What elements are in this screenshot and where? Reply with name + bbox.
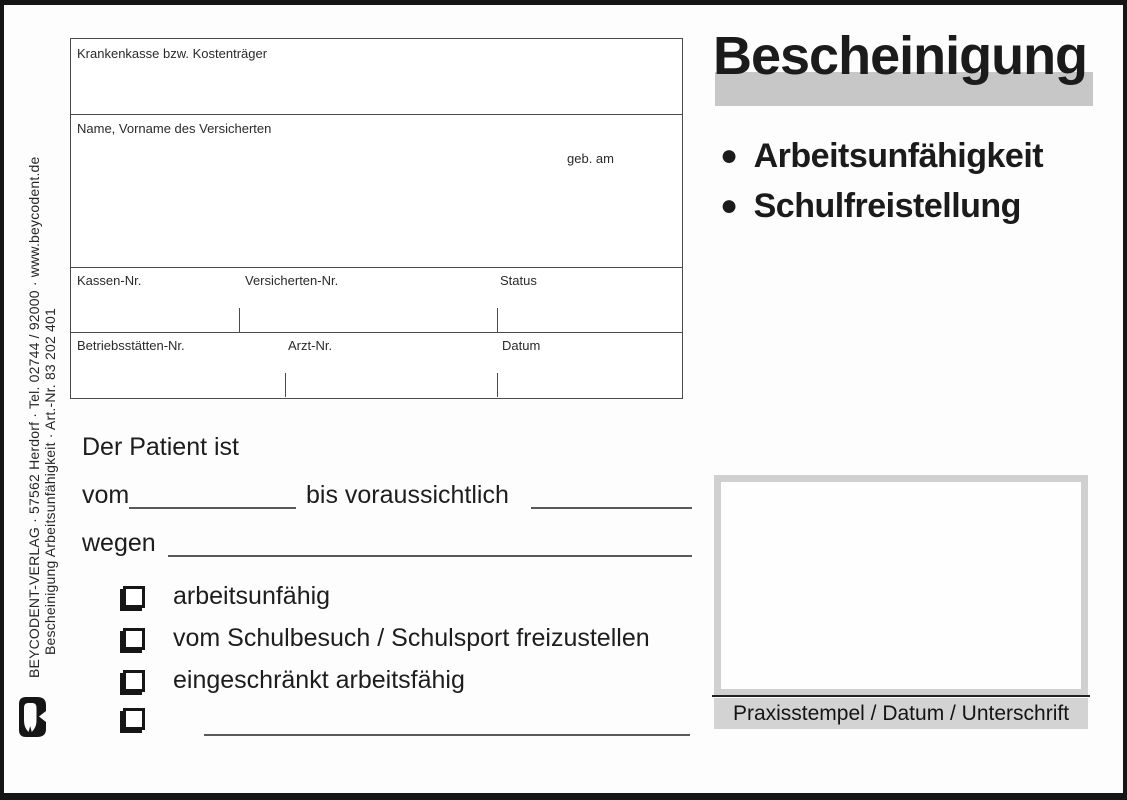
from-date-field[interactable] [129, 483, 296, 509]
edge-print-article-line: Bescheinigung Arbeitsunfähigkeit · Art.-Nr. 83 202 401 [42, 307, 58, 655]
betriebsstaetten-nr-field-label: Betriebsstätten-Nr. [77, 338, 185, 353]
reason-label: wegen [82, 529, 156, 557]
checkbox-label: arbeitsunfähig [173, 582, 331, 610]
divider [71, 114, 682, 115]
headline-bullet-1 [720, 137, 1043, 176]
datum-field-label: Datum [502, 338, 541, 353]
payer-field-label: Krankenkasse bzw. Kostenträger [77, 46, 268, 61]
bullet-icon: ● [720, 189, 738, 222]
until-date-field[interactable] [531, 483, 692, 509]
signature-line [712, 695, 1090, 697]
bullet-label: Arbeitsunfähigkeit [753, 137, 1044, 175]
status-field-label: Status [500, 273, 537, 288]
stamp-caption: Praxisstempel / Datum / Unterschrift [714, 698, 1088, 729]
checkbox-label: vom Schulbesuch / Schulsport freizustellen [173, 624, 650, 652]
divider [71, 332, 682, 333]
option-row-custom [119, 708, 173, 730]
insured-name-field[interactable] [71, 134, 551, 264]
checkbox-arbeitsunfaehig[interactable] [123, 586, 145, 608]
option-row-schulbesuch [119, 624, 650, 653]
divider [71, 267, 682, 268]
bullet-icon: ● [720, 139, 738, 172]
option-row-arbeitsunfaehig [119, 582, 330, 611]
insurance-data-box [70, 38, 683, 399]
headline-block [713, 26, 1095, 109]
kassen-nr-field-label: Kassen-Nr. [77, 273, 142, 288]
from-label: vom [82, 481, 130, 509]
statement-intro: Der Patient ist [82, 433, 240, 461]
arzt-datum-fields[interactable] [71, 352, 682, 396]
arzt-nr-field-label: Arzt-Nr. [288, 338, 333, 353]
insured-name-field-label: Name, Vorname des Versicherten [77, 121, 272, 136]
reason-field[interactable] [168, 531, 692, 557]
birthdate-field[interactable] [551, 167, 681, 262]
option-row-eingeschraenkt [119, 666, 465, 695]
checkbox-schulbesuch-freizustellen[interactable] [123, 628, 145, 650]
page-title: Bescheinigung [713, 26, 1088, 86]
bullet-label: Schulfreistellung [753, 187, 1021, 225]
versicherten-nr-field-label: Versicherten-Nr. [245, 273, 339, 288]
checkbox-custom-option[interactable] [123, 708, 145, 730]
practice-stamp-box[interactable] [714, 475, 1088, 696]
beycodent-tooth-logo-icon [18, 697, 46, 737]
birthdate-field-label: geb. am [567, 151, 614, 166]
custom-option-field[interactable] [204, 710, 690, 736]
kassen-status-fields[interactable] [71, 287, 682, 331]
checkbox-eingeschraenkt-arbeitsfaehig[interactable] [123, 670, 145, 692]
headline-bullet-2 [720, 187, 1021, 226]
edge-print-publisher-line: BEYCODENT-VERLAG · 57562 Herdorf · Tel. 02744 / 92000 · www.beycodent.de [26, 156, 42, 678]
payer-field[interactable] [71, 53, 682, 113]
until-label: bis voraussichtlich [306, 481, 509, 509]
checkbox-label: eingeschränkt arbeitsfähig [173, 666, 465, 694]
